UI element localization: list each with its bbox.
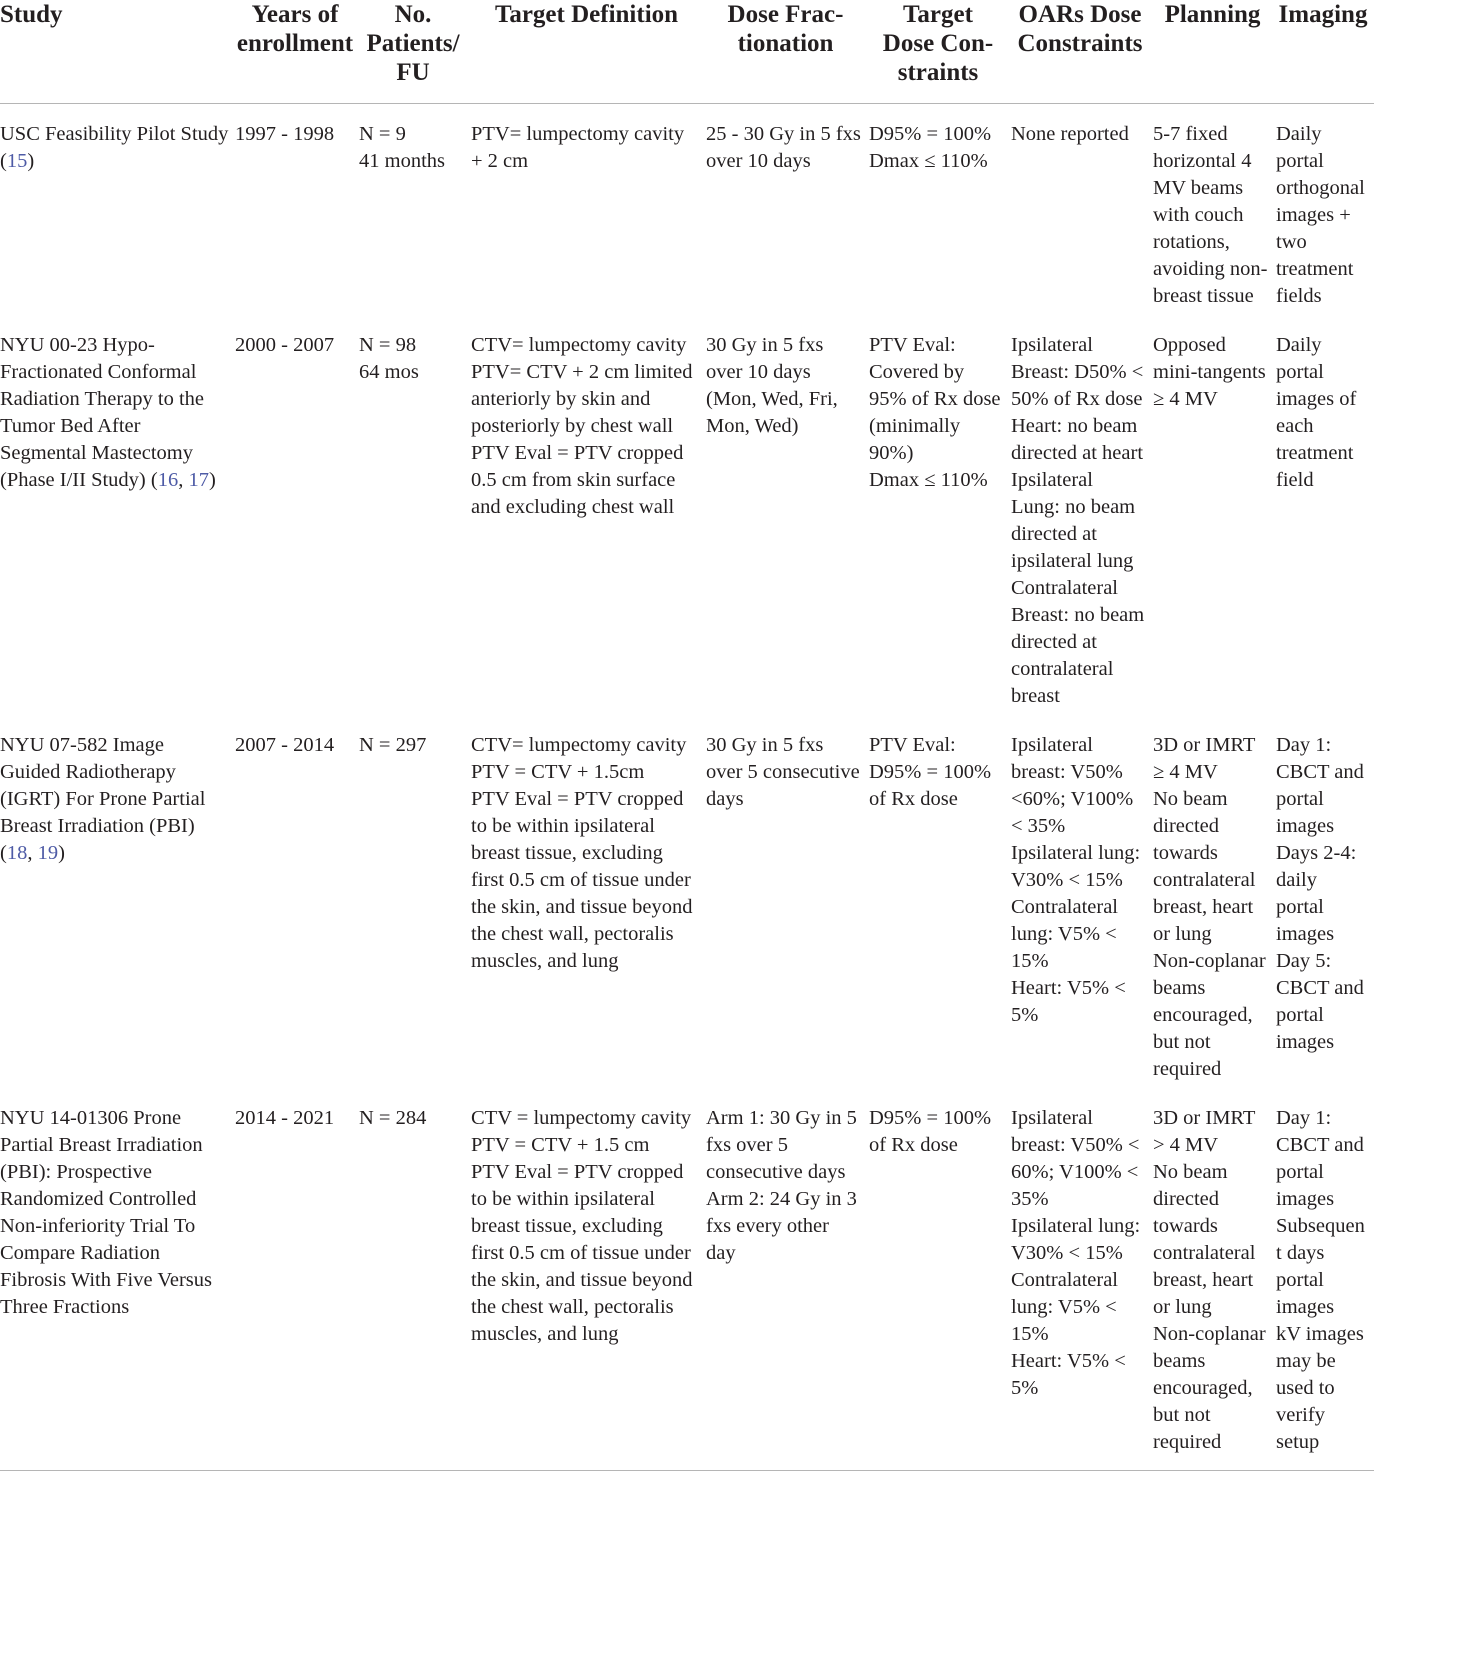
header-dose-fractionation bbox=[706, 0, 869, 104]
cell-line: 41 months bbox=[359, 150, 445, 172]
years-cell: 2000 - 2007 bbox=[235, 334, 335, 356]
cell-line: Non-coplanar beams encouraged, but not required bbox=[1153, 950, 1266, 1080]
cell-line: PTV Eval = PTV cropped to be within ipsilateral breast tissue, excluding first 0.5 cm of tissue under the skin, and tissue beyond the chest wall, pectoralis muscles, and lung bbox=[471, 1161, 693, 1345]
cell-line: ≥ 4 MV bbox=[1153, 388, 1218, 410]
cell-line: Ipsilateral Lung: no beam directed at ipsilateral lung bbox=[1011, 469, 1136, 572]
cell-line: Days 2-4: daily portal images bbox=[1276, 842, 1357, 945]
cell-line: Daily portal images of each treatment field bbox=[1276, 334, 1357, 491]
cell-line: 64 mos bbox=[359, 361, 419, 383]
cell-line: 30 Gy in 5 fxs over 10 days (Mon, Wed, Fri, Mon, Wed) bbox=[706, 334, 838, 437]
study-title: USC Feasibility Pilot Study ( bbox=[0, 123, 229, 172]
study-title-suffix: ) bbox=[58, 842, 65, 864]
cell-line: Subsequent days portal images bbox=[1276, 1215, 1365, 1318]
patients-cell bbox=[359, 104, 471, 316]
header-line: FU bbox=[396, 59, 430, 86]
cell-line: Heart: V5% < 5% bbox=[1011, 1350, 1126, 1399]
patients-cell bbox=[359, 1088, 471, 1471]
cell-line: Ipsilateral breast: V50% < 60%; V100% < 35% bbox=[1011, 1107, 1140, 1210]
header-line: OARs Dose bbox=[1018, 1, 1142, 28]
header-line: Dose Con- bbox=[882, 30, 994, 57]
cell-line: PTV = CTV + 1.5 cm bbox=[471, 1134, 650, 1156]
cell-line: 25 - 30 Gy in 5 fxs over 10 days bbox=[706, 123, 861, 172]
cell-line: 3D or IMRT bbox=[1153, 734, 1256, 756]
imaging-cell bbox=[1276, 104, 1374, 316]
target-definition-cell bbox=[471, 715, 706, 1088]
years-cell: 1997 - 1998 bbox=[235, 123, 335, 145]
dose-fractionation-cell bbox=[706, 1088, 869, 1471]
header-planning bbox=[1153, 0, 1276, 104]
study-cell bbox=[0, 104, 235, 316]
cell-line: Opposed mini-tangents bbox=[1153, 334, 1266, 383]
table-row bbox=[0, 715, 1374, 1088]
target-definition-cell bbox=[471, 315, 706, 715]
cell-line: No beam directed towards contralateral breast, heart or lung bbox=[1153, 1161, 1256, 1318]
cell-line: CTV = lumpectomy cavity bbox=[471, 1107, 692, 1129]
oar-constraints-cell bbox=[1011, 104, 1153, 316]
header-line: Years of bbox=[251, 1, 339, 28]
cell-line: Dmax ≤ 110% bbox=[869, 150, 988, 172]
dose-fractionation-cell bbox=[706, 715, 869, 1088]
oar-constraints-cell bbox=[1011, 1088, 1153, 1471]
cell-line: ≥ 4 MV bbox=[1153, 761, 1218, 783]
target-definition-cell bbox=[471, 1088, 706, 1471]
oar-constraints-cell bbox=[1011, 715, 1153, 1088]
imaging-cell bbox=[1276, 315, 1374, 715]
table-row bbox=[0, 315, 1374, 715]
study-cell: NYU 07-582 Image Guided Radiotherapy (IGRT) For Prone Partial Breast Irradiation (PBI) (18, 19) bbox=[0, 734, 206, 864]
header-target-dose bbox=[869, 0, 1011, 104]
cell-line: Heart: no beam directed at heart bbox=[1011, 415, 1144, 464]
target-dose-cell bbox=[869, 104, 1011, 316]
cell-line: D95% = 100% bbox=[869, 123, 992, 145]
cell-line: D95% = 100% of Rx dose bbox=[869, 1107, 992, 1156]
header-line: tionation bbox=[737, 30, 834, 57]
table-row bbox=[0, 1088, 1374, 1471]
cell-line: PTV = CTV + 1.5cm bbox=[471, 761, 645, 783]
citation-link[interactable]: 16 bbox=[157, 469, 179, 491]
target-dose-cell bbox=[869, 1088, 1011, 1471]
cell-line: N = 9 bbox=[359, 123, 406, 145]
study-title-suffix: ) bbox=[27, 150, 35, 172]
study-title-suffix: ) bbox=[208, 469, 216, 491]
header-line: Target Definition bbox=[494, 1, 679, 28]
cell-line: CTV= lumpectomy cavity bbox=[471, 334, 687, 356]
header-line: No. bbox=[394, 1, 432, 28]
cell-line: N = 98 bbox=[359, 334, 417, 356]
target-dose-cell bbox=[869, 715, 1011, 1088]
cell-line: > 4 MV bbox=[1153, 1134, 1219, 1156]
header-line: enrollment bbox=[236, 30, 354, 57]
target-definition-cell bbox=[471, 104, 706, 316]
study-title: NYU 14-01306 Prone Partial Breast Irradiation (PBI): Prospective Randomized Controlled Non-inferiority Trial To Compare Radiation Fibrosis With Five Versus Three Fractions bbox=[0, 1107, 212, 1318]
cell-line: PTV Eval = PTV cropped to be within ipsilateral breast tissue, excluding first 0.5 cm of tissue under the skin, and tissue beyond the chest wall, pectoralis muscles, and lung bbox=[471, 788, 693, 972]
years-cell: 2007 - 2014 bbox=[235, 734, 335, 756]
header-line: Imaging bbox=[1278, 1, 1368, 28]
header-line: Constraints bbox=[1017, 30, 1143, 57]
header-row bbox=[0, 0, 1374, 104]
header-line: Study bbox=[0, 1, 63, 28]
citation-link[interactable]: 19 bbox=[37, 842, 59, 864]
header-study bbox=[0, 0, 235, 104]
cell-line: Day 1: CBCT and portal images bbox=[1276, 734, 1364, 837]
target-dose-cell bbox=[869, 315, 1011, 715]
dose-fractionation-cell bbox=[706, 315, 869, 715]
cell-line: No beam directed towards contralateral breast, heart or lung bbox=[1153, 788, 1256, 945]
cell-line: Contralateral lung: V5% < 15% bbox=[1011, 1269, 1119, 1345]
cell-line: PTV Eval: Covered by 95% of Rx dose (minimally 90%) bbox=[869, 334, 1001, 464]
cell-line: N = 297 bbox=[359, 734, 427, 756]
table-header bbox=[0, 0, 1374, 104]
study-cell: NYU 00-23 Hypo-Fractionated Conformal Radiation Therapy to the Tumor Bed After Segmental Mastectomy (Phase I/II Study) (16, 17) bbox=[0, 334, 216, 491]
imaging-cell bbox=[1276, 1088, 1374, 1471]
header-years bbox=[235, 0, 359, 104]
citation-link[interactable]: 17 bbox=[188, 469, 209, 491]
header-line: Patients/ bbox=[366, 30, 460, 57]
planning-cell bbox=[1153, 104, 1276, 316]
planning-cell bbox=[1153, 1088, 1276, 1471]
cell-line: Arm 1: 30 Gy in 5 fxs over 5 consecutive days bbox=[706, 1107, 857, 1183]
header-target-definition bbox=[471, 0, 706, 104]
cell-line: Ipsilateral Breast: D50% < 50% of Rx dose bbox=[1011, 334, 1144, 410]
header-line: Dose Frac- bbox=[727, 1, 844, 28]
cell-line: 5-7 fixed horizontal 4 MV beams with couch rotations, avoiding non-breast tissue bbox=[1153, 123, 1268, 307]
cell-line: Ipsilateral lung: V30% < 15% bbox=[1011, 842, 1141, 891]
imaging-cell bbox=[1276, 715, 1374, 1088]
citation-link[interactable]: 18 bbox=[6, 842, 28, 864]
citation-link[interactable]: 15 bbox=[6, 150, 28, 172]
header-line: Planning bbox=[1164, 1, 1261, 28]
cell-line: PTV Eval = PTV cropped 0.5 cm from skin surface and excluding chest wall bbox=[471, 442, 684, 518]
patients-cell bbox=[359, 715, 471, 1088]
cell-line: Heart: V5% < 5% bbox=[1011, 977, 1126, 1026]
cell-line: PTV Eval: D95% = 100% of Rx dose bbox=[869, 734, 992, 810]
cell-line: Contralateral Breast: no beam directed at contralateral breast bbox=[1011, 577, 1145, 707]
cell-line: PTV= CTV + 2 cm limited anteriorly by skin and posteriorly by chest wall bbox=[471, 361, 693, 437]
header-line: straints bbox=[897, 59, 979, 86]
planning-cell bbox=[1153, 715, 1276, 1088]
study-cell bbox=[0, 1088, 235, 1471]
cell-line: CTV= lumpectomy cavity bbox=[471, 734, 687, 756]
planning-cell bbox=[1153, 315, 1276, 715]
header-patients bbox=[359, 0, 471, 104]
cell-line: 30 Gy in 5 fxs over 5 consecutive days bbox=[706, 734, 860, 810]
study-title: NYU 07-582 Image Guided Radiotherapy (IGRT) For Prone Partial Breast Irradiation (PBI) ( bbox=[0, 734, 206, 864]
cell-line: Daily portal orthogonal images + two treatment fields bbox=[1276, 123, 1365, 307]
cell-line: N = 284 bbox=[359, 1107, 427, 1129]
study-title: NYU 00-23 Hypo-Fractionated Conformal Radiation Therapy to the Tumor Bed After Segmental Mastectomy (Phase I/II Study) ( bbox=[0, 334, 204, 491]
cell-line: Arm 2: 24 Gy in 3 fxs every other day bbox=[706, 1188, 857, 1264]
cell-line: 3D or IMRT bbox=[1153, 1107, 1256, 1129]
header-line: Target bbox=[903, 1, 973, 28]
patients-cell bbox=[359, 315, 471, 715]
cell-line: Day 5: CBCT and portal images bbox=[1276, 950, 1364, 1053]
table-row bbox=[0, 104, 1374, 316]
cell-line: Ipsilateral lung: V30% < 15% bbox=[1011, 1215, 1141, 1264]
cell-line: Dmax ≤ 110% bbox=[869, 469, 988, 491]
cell-line: None reported bbox=[1011, 123, 1129, 145]
cell-line: PTV= lumpectomy cavity + 2 cm bbox=[471, 123, 685, 172]
cell-line: Day 1: CBCT and portal images bbox=[1276, 1107, 1364, 1210]
table-body bbox=[0, 104, 1374, 1471]
header-oar-constraints bbox=[1011, 0, 1153, 104]
cell-line: Non-coplanar beams encouraged, but not required bbox=[1153, 1323, 1266, 1453]
cell-line: Contralateral lung: V5% < 15% bbox=[1011, 896, 1119, 972]
cell-line: kV images may be used to verify setup bbox=[1276, 1323, 1364, 1453]
cell-line: Ipsilateral breast: V50% <60%; V100% < 35% bbox=[1011, 734, 1134, 837]
oar-constraints-cell bbox=[1011, 315, 1153, 715]
dose-fractionation-cell bbox=[706, 104, 869, 316]
header-imaging bbox=[1276, 0, 1374, 104]
years-cell: 2014 - 2021 bbox=[235, 1088, 359, 1471]
